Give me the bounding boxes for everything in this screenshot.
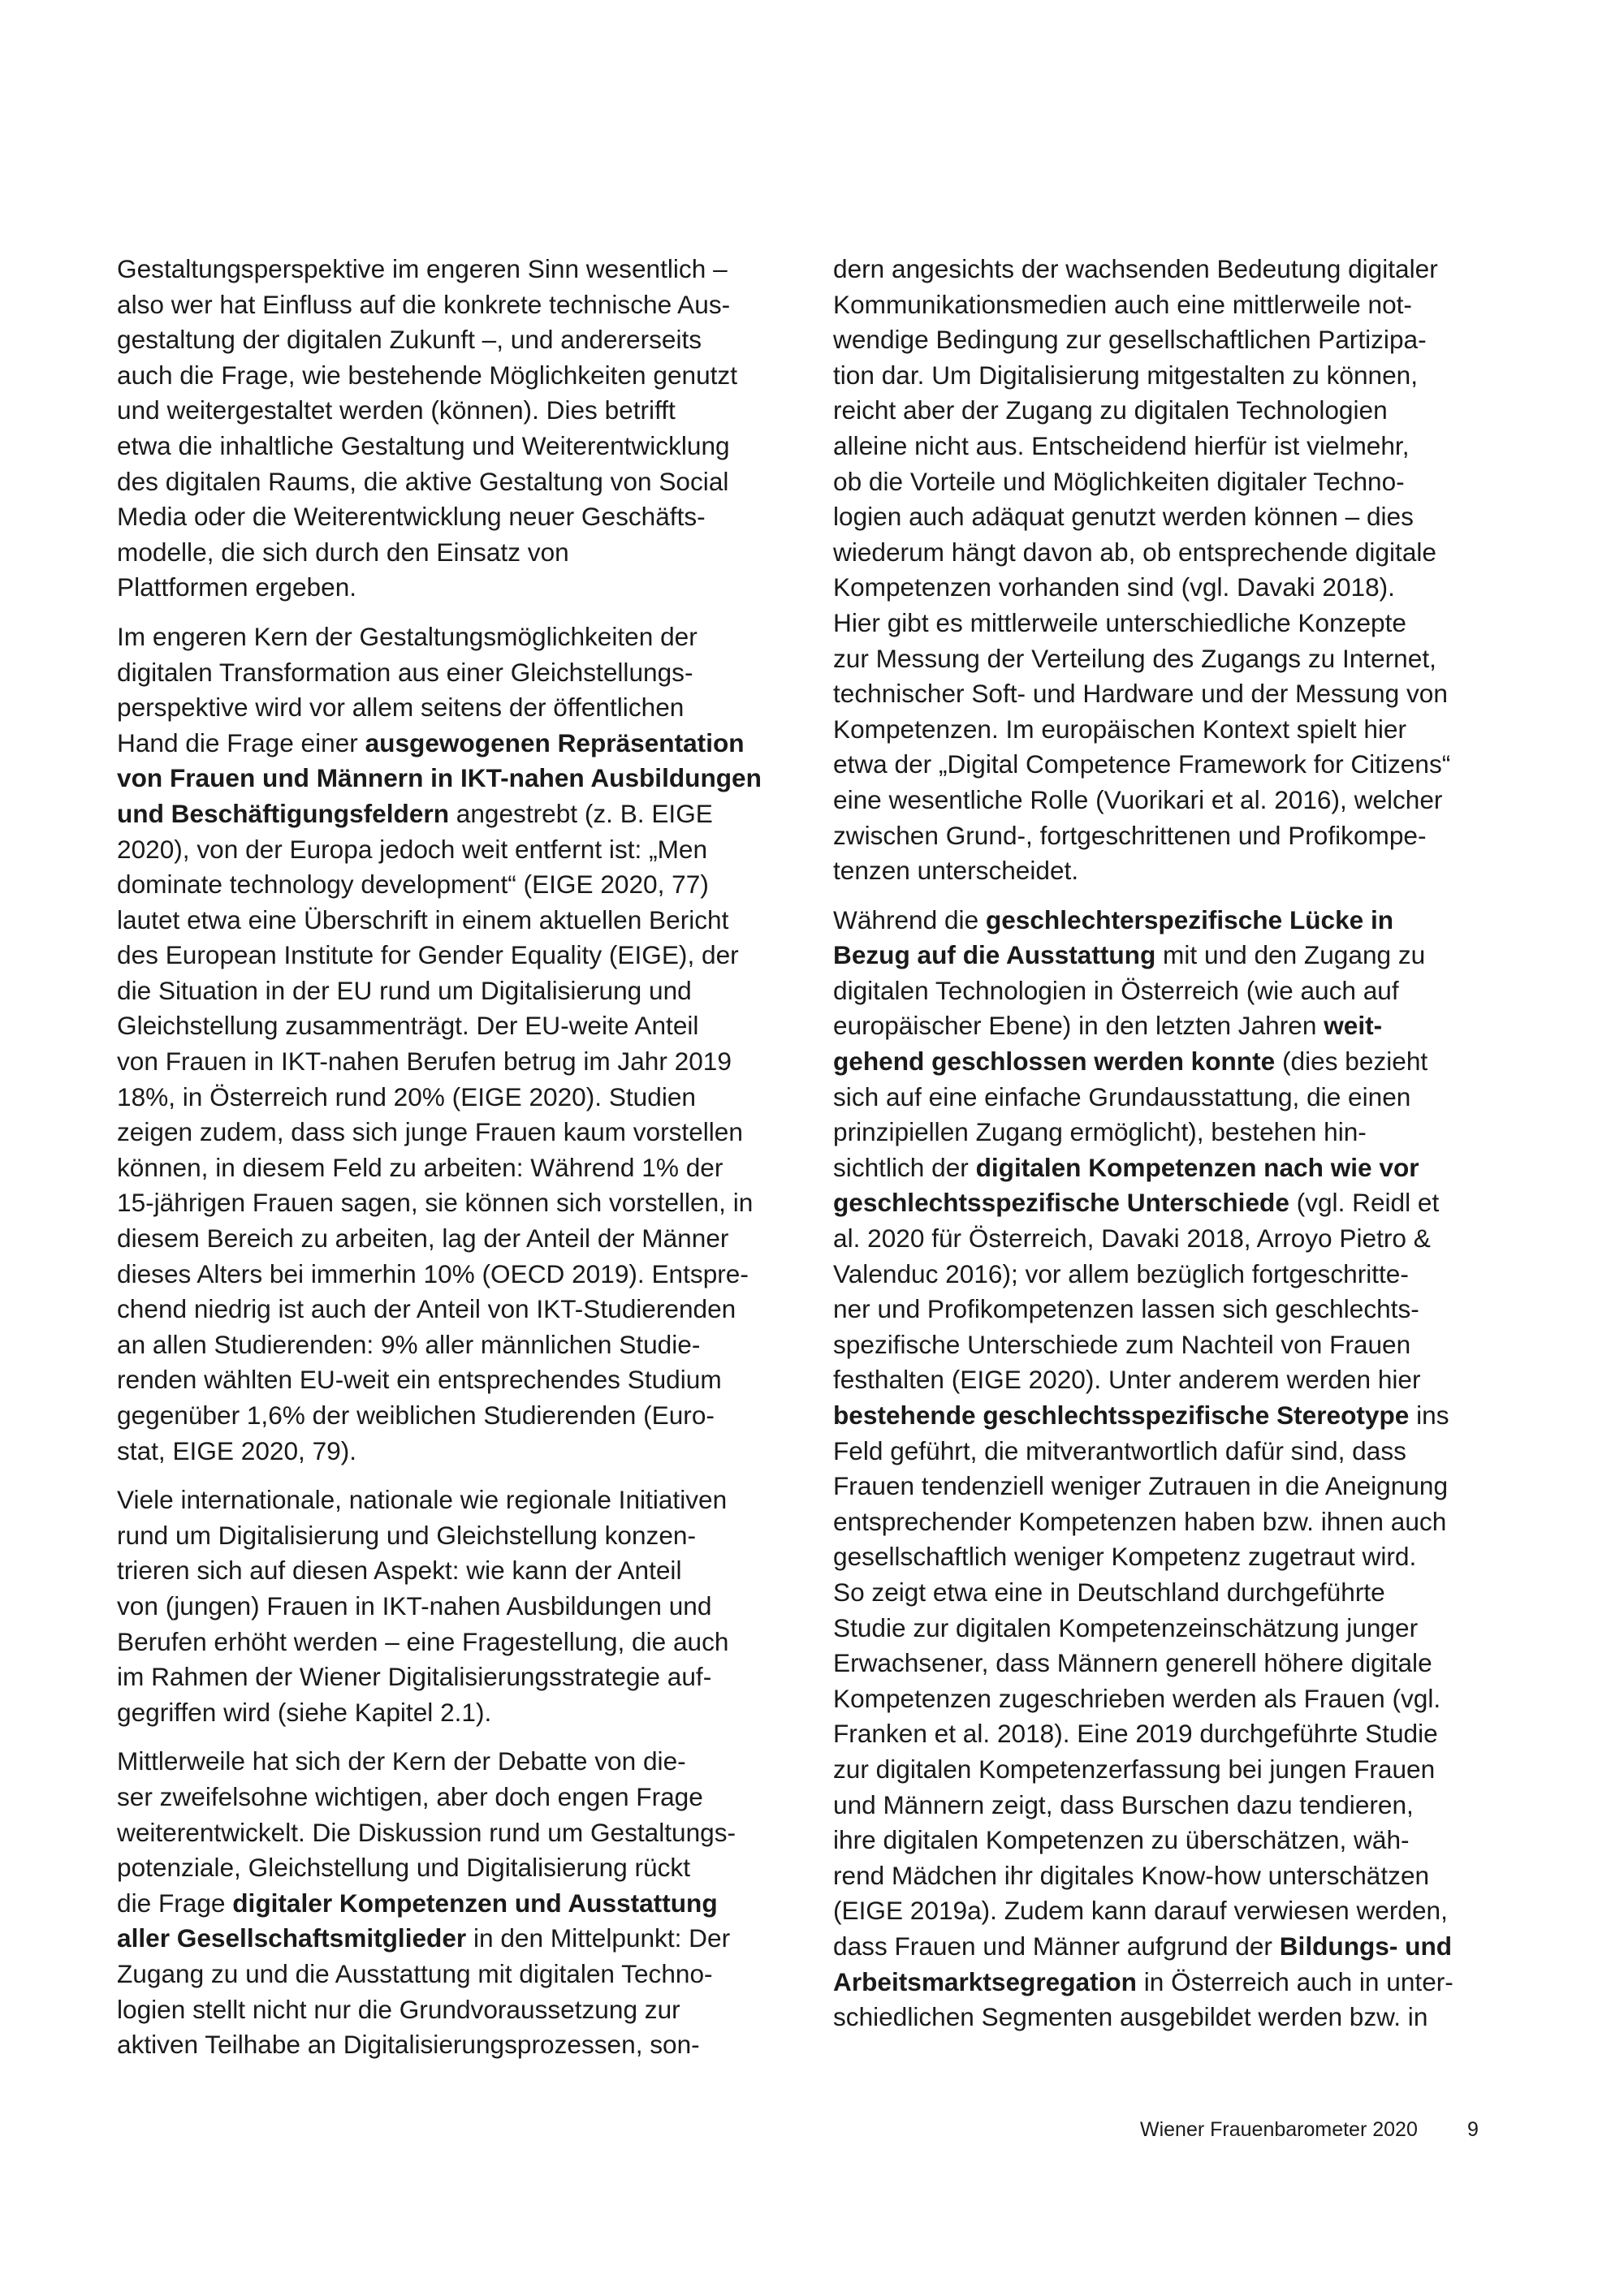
text-line — [117, 1850, 807, 1886]
text-line — [117, 499, 807, 535]
bold-text: ausgewogenen Repräsentation — [365, 727, 745, 757]
text-line — [117, 1957, 807, 1992]
text-line — [833, 783, 1523, 818]
left-text-column — [117, 252, 807, 2077]
text-run: im Rahmen der Wiener Digitalisierungsstrategie auf- — [117, 1662, 712, 1692]
text-run: Viele internationale, nationale wie regionale Initiativen — [117, 1485, 728, 1515]
right-text-column — [833, 252, 1523, 2049]
text-run: die Situation in der EU rund um Digitalisierung und — [117, 975, 692, 1005]
text-run: Media oder die Weiterentwicklung neuer Geschäfts- — [117, 502, 706, 532]
text-run: Berufen erhöht werden – eine Fragestellung, die auch — [117, 1626, 729, 1656]
text-run: digitalen Transformation aus einer Gleichstellungs- — [117, 657, 693, 687]
text-run: spezifische Unterschiede zum Nachteil von Frauen — [833, 1329, 1411, 1359]
text-run: perspektive wird vor allem seitens der öffentlichen — [117, 693, 685, 723]
text-line — [117, 1221, 807, 1257]
text-line — [117, 1589, 807, 1625]
text-run: Erwachsener, dass Männern generell höhere digitale — [833, 1648, 1432, 1678]
text-line — [833, 818, 1523, 854]
text-line — [833, 1257, 1523, 1293]
text-line — [117, 429, 807, 464]
text-line — [117, 796, 807, 832]
text-run: Kompetenzen vorhanden sind (vgl. Davaki 2018). — [833, 572, 1395, 602]
text-line — [117, 1185, 807, 1221]
text-line — [833, 1434, 1523, 1470]
text-line — [117, 761, 807, 796]
text-run: dieses Alters bei immerhin 10% (OECD 2019). Entspre- — [117, 1258, 749, 1288]
text-run: (dies bezieht — [1275, 1047, 1428, 1077]
text-line — [833, 676, 1523, 712]
bold-text: digitalen Kompetenzen nach wie vor — [975, 1152, 1419, 1182]
text-run: gegriffen wird (siehe Kapitel 2.1). — [117, 1697, 492, 1727]
text-run: ner und Profikompetenzen lassen sich geschlechts- — [833, 1294, 1419, 1324]
text-run: und weitergestaltet werden (können). Dies betrifft — [117, 395, 676, 425]
text-run: rend Mädchen ihr digitales Know-how unterschätzen — [833, 1860, 1430, 1890]
text-line — [117, 1780, 807, 1815]
text-run: gesellschaftlich weniger Kompetenz zugetraut wird. — [833, 1542, 1417, 1572]
text-run: von Frauen in IKT-nahen Berufen betrug im Jahr 2019 — [117, 1047, 732, 1077]
text-run: 2020), von der Europa jedoch weit entfernt ist: „Men — [117, 834, 708, 864]
text-run: ihre digitalen Kompetenzen zu überschätzen, wäh- — [833, 1825, 1410, 1855]
paragraph — [117, 619, 807, 1469]
text-line — [833, 464, 1523, 500]
text-line — [117, 1921, 807, 1957]
text-line — [833, 1044, 1523, 1080]
paragraph — [833, 252, 1523, 889]
text-run: sichtlich der — [833, 1152, 976, 1182]
text-run: des European Institute for Gender Equality (EIGE), der — [117, 940, 739, 970]
text-run: Franken et al. 2018). Eine 2019 durchgeführte Studie — [833, 1719, 1438, 1749]
text-run: logien auch adäquat genutzt werden können – dies — [833, 502, 1414, 532]
text-run: digitalen Technologien in Österreich (wie auch auf — [833, 975, 1399, 1005]
text-run: gegenüber 1,6% der weiblichen Studierenden (Euro- — [117, 1400, 715, 1430]
text-run: (vgl. Reidl et — [1289, 1188, 1440, 1218]
text-run: ob die Vorteile und Möglichkeiten digitaler Techno- — [833, 466, 1405, 496]
text-line — [117, 726, 807, 762]
text-line — [117, 1625, 807, 1660]
text-run: zur digitalen Kompetenzerfassung bei jungen Frauen — [833, 1754, 1436, 1784]
text-line — [833, 1575, 1523, 1611]
text-line — [833, 535, 1523, 571]
text-line — [117, 1008, 807, 1044]
paragraph — [117, 1482, 807, 1730]
text-run: logien stellt nicht nur die Grundvoraussetzung zur — [117, 1994, 680, 2024]
text-run: tion dar. Um Digitalisierung mitgestalten zu können, — [833, 360, 1419, 390]
text-line — [833, 1858, 1523, 1894]
text-run: etwa die inhaltliche Gestaltung und Weiterentwicklung — [117, 430, 730, 460]
text-line — [117, 1362, 807, 1398]
text-run: zur Messung der Verteilung des Zugangs zu Internet, — [833, 643, 1436, 673]
text-line — [833, 1893, 1523, 1929]
text-run: chend niedrig ist auch der Anteil von IKT-Studierenden — [117, 1294, 736, 1324]
text-line — [117, 1115, 807, 1150]
text-line — [117, 1482, 807, 1518]
text-line — [833, 1539, 1523, 1575]
text-line — [833, 322, 1523, 358]
text-line — [117, 322, 807, 358]
text-run: (EIGE 2019a). Zudem kann darauf verwiesen werden, — [833, 1896, 1448, 1926]
text-run: mit und den Zugang zu — [1155, 940, 1426, 970]
text-line — [117, 1992, 807, 2028]
text-line — [117, 867, 807, 903]
text-line — [833, 747, 1523, 783]
text-run: Zugang zu und die Ausstattung mit digitalen Techno- — [117, 1958, 713, 1988]
text-line — [833, 1469, 1523, 1504]
text-run: auch die Frage, wie bestehende Möglichkeiten genutzt — [117, 360, 738, 390]
text-line — [833, 712, 1523, 748]
text-line — [833, 1646, 1523, 1681]
text-line — [117, 1292, 807, 1327]
text-line — [833, 1362, 1523, 1398]
text-run: potenziale, Gleichstellung und Digitalisierung rückt — [117, 1853, 690, 1883]
text-run: festhalten (EIGE 2020). Unter anderem werden hier — [833, 1365, 1421, 1395]
text-run: al. 2020 für Österreich, Davaki 2018, Arroyo Pietro & — [833, 1224, 1431, 1254]
text-line — [117, 535, 807, 571]
text-run: alleine nicht aus. Entscheidend hierfür ist vielmehr, — [833, 430, 1410, 460]
text-run: dominate technology development“ (EIGE 2020, 77) — [117, 870, 709, 900]
text-run: etwa der „Digital Competence Framework for Citizens“ — [833, 749, 1451, 779]
text-line — [833, 499, 1523, 535]
text-run: ins — [1409, 1400, 1449, 1430]
bold-text: Arbeitsmarktsegregation — [833, 1966, 1137, 1996]
text-line — [117, 655, 807, 691]
text-run: Hand die Frage einer — [117, 727, 365, 757]
text-run: sich auf eine einfache Grundausstattung, die einen — [833, 1081, 1411, 1111]
bold-text: weit- — [1324, 1011, 1383, 1041]
text-line — [833, 606, 1523, 641]
text-line — [117, 2027, 807, 2063]
text-line — [833, 1611, 1523, 1646]
text-run: Feld geführt, die mitverantwortlich dafür sind, dass — [833, 1435, 1406, 1465]
text-line — [833, 1504, 1523, 1540]
bold-text: aller Gesellschaftsmitglieder — [117, 1923, 467, 1953]
text-run: zwischen Grund-, fortgeschrittenen und Profikompe- — [833, 820, 1427, 850]
text-run: von (jungen) Frauen in IKT-nahen Ausbildungen und — [117, 1590, 712, 1621]
text-run: Kompetenzen zugeschrieben werden als Frauen (vgl. — [833, 1683, 1441, 1713]
text-run: 15-jährigen Frauen sagen, sie können sich vorstellen, in — [117, 1188, 754, 1218]
text-run: können, in diesem Feld zu arbeiten: Während 1% der — [117, 1152, 723, 1182]
text-run: Hier gibt es mittlerweile unterschiedliche Konzepte — [833, 607, 1406, 637]
text-run: aktiven Teilhabe an Digitalisierungsprozessen, son- — [117, 2030, 700, 2060]
text-run: reicht aber der Zugang zu digitalen Technologien — [833, 395, 1388, 425]
bold-text: gehend geschlossen werden konnte — [833, 1047, 1276, 1077]
text-run: Mittlerweile hat sich der Kern der Debatte von die- — [117, 1746, 686, 1776]
text-run: Valenduc 2016); vor allem bezüglich fortgeschritte- — [833, 1258, 1409, 1288]
text-run: dern angesichts der wachsenden Bedeutung digitaler — [833, 254, 1438, 283]
text-line — [833, 393, 1523, 429]
text-line — [833, 1185, 1523, 1221]
text-run: ser zweifelsohne wichtigen, aber doch engen Frage — [117, 1781, 703, 1811]
text-run: trieren sich auf diesen Aspekt: wie kann der Anteil — [117, 1556, 682, 1586]
text-line — [117, 358, 807, 394]
text-run: prinzipiellen Zugang ermöglicht), bestehen hin- — [833, 1117, 1367, 1147]
text-run: schiedlichen Segmenten ausgebildet werden bzw. in — [833, 2002, 1428, 2032]
text-line — [117, 570, 807, 606]
text-run: modelle, die sich durch den Einsatz von — [117, 537, 569, 567]
bold-text: Bezug auf die Ausstattung — [833, 940, 1156, 970]
text-run: Studie zur digitalen Kompetenzeinschätzung junger — [833, 1612, 1419, 1642]
text-run: wendige Bedingung zur gesellschaftlichen Partizipa- — [833, 325, 1427, 355]
text-line — [117, 1398, 807, 1434]
text-run: Frauen tendenziell weniger Zutrauen in die Aneignung — [833, 1471, 1449, 1501]
text-line — [833, 2000, 1523, 2035]
text-line — [833, 853, 1523, 889]
paragraph — [833, 903, 1523, 2035]
text-run: So zeigt etwa eine in Deutschland durchgeführte — [833, 1577, 1385, 1607]
text-run: eine wesentliche Rolle (Vuorikari et al. 2016), welcher — [833, 784, 1443, 814]
text-line — [833, 1965, 1523, 2000]
text-run: Im engeren Kern der Gestaltungsmöglichkeiten der — [117, 621, 698, 651]
text-line — [117, 1434, 807, 1470]
text-line — [117, 464, 807, 500]
text-line — [833, 1929, 1523, 1965]
text-line — [833, 641, 1523, 677]
paragraph — [117, 1744, 807, 2062]
text-line — [117, 287, 807, 323]
paragraph — [117, 252, 807, 606]
text-line — [833, 287, 1523, 323]
text-line — [833, 1788, 1523, 1823]
text-line — [833, 1292, 1523, 1327]
text-run: weiterentwickelt. Die Diskussion rund um Gestaltungs- — [117, 1817, 736, 1847]
text-run: Plattformen ergeben. — [117, 572, 357, 602]
bold-text: von Frauen und Männern in IKT-nahen Ausbildungen — [117, 763, 762, 793]
text-line — [117, 1044, 807, 1080]
bold-text: geschlechtsspezifische Unterschiede — [833, 1188, 1289, 1218]
text-run: diesem Bereich zu arbeiten, lag der Anteil der Männer — [117, 1224, 729, 1254]
text-line — [117, 1815, 807, 1851]
text-line — [833, 1398, 1523, 1434]
text-line — [833, 1716, 1523, 1752]
text-line — [117, 690, 807, 726]
footer-title: Wiener Frauenbarometer 2020 — [1140, 2118, 1418, 2141]
text-run: und Männern zeigt, dass Burschen dazu tendieren, — [833, 1789, 1414, 1819]
text-run: europäischer Ebene) in den letzten Jahren — [833, 1011, 1324, 1041]
text-line — [117, 903, 807, 939]
text-line — [833, 570, 1523, 606]
text-line — [117, 1150, 807, 1186]
text-run: dass Frauen und Männer aufgrund der — [833, 1931, 1280, 1961]
text-line — [833, 1221, 1523, 1257]
text-line — [117, 1553, 807, 1589]
text-line — [117, 1744, 807, 1780]
bold-text: Bildungs- und — [1279, 1931, 1453, 1961]
text-run: 18%, in Österreich rund 20% (EIGE 2020). Studien — [117, 1081, 696, 1111]
text-line — [833, 1823, 1523, 1858]
bold-text: geschlechterspezifische Lücke in — [985, 904, 1394, 934]
text-line — [833, 973, 1523, 1009]
text-line — [117, 1886, 807, 1922]
text-line — [833, 358, 1523, 394]
text-run: die Frage — [117, 1888, 233, 1918]
text-line — [833, 252, 1523, 287]
text-line — [833, 1681, 1523, 1717]
text-run: renden wählten EU-weit ein entsprechendes Studium — [117, 1365, 722, 1395]
text-line — [117, 832, 807, 868]
bold-text: und Beschäftigungsfeldern — [117, 798, 449, 828]
bold-text: digitaler Kompetenzen und Ausstattung — [232, 1888, 718, 1918]
text-line — [117, 1327, 807, 1363]
text-run: in Österreich auch in unter- — [1136, 1966, 1453, 1996]
text-run: technischer Soft- und Hardware und der Messung von — [833, 679, 1448, 709]
text-run: tenzen unterscheidet. — [833, 856, 1079, 886]
text-line — [833, 1327, 1523, 1363]
text-run: Während die — [833, 904, 986, 934]
text-line — [833, 903, 1523, 939]
text-line — [117, 252, 807, 287]
text-line — [833, 1150, 1523, 1186]
text-run: an allen Studierenden: 9% aller männlichen Studie- — [117, 1329, 701, 1359]
text-line — [833, 1115, 1523, 1150]
text-run: des digitalen Raums, die aktive Gestaltung von Social — [117, 466, 729, 496]
page-number: 9 — [1467, 2118, 1479, 2141]
text-line — [833, 938, 1523, 973]
text-line — [117, 1518, 807, 1554]
text-line — [117, 938, 807, 973]
text-line — [117, 1695, 807, 1731]
text-line — [117, 1080, 807, 1116]
text-line — [117, 973, 807, 1009]
text-run: zeigen zudem, dass sich junge Frauen kaum vorstellen — [117, 1117, 743, 1147]
text-line — [833, 429, 1523, 464]
text-line — [117, 619, 807, 655]
text-line — [117, 1659, 807, 1695]
text-run: stat, EIGE 2020, 79). — [117, 1435, 357, 1465]
text-run: wiederum hängt davon ab, ob entsprechende digitale — [833, 537, 1436, 567]
text-line — [833, 1008, 1523, 1044]
bold-text: bestehende geschlechtsspezifische Stereotype — [833, 1400, 1410, 1430]
text-run: angestrebt (z. B. EIGE — [449, 798, 713, 828]
text-run: in den Mittelpunkt: Der — [466, 1923, 731, 1953]
text-line — [833, 1752, 1523, 1788]
text-run: gestaltung der digitalen Zukunft –, und andererseits — [117, 325, 702, 355]
text-run: entsprechender Kompetenzen haben bzw. ihnen auch — [833, 1506, 1447, 1536]
text-run: Gleichstellung zusammenträgt. Der EU-weite Anteil — [117, 1011, 699, 1041]
text-run: also wer hat Einfluss auf die konkrete technische Aus- — [117, 289, 731, 319]
text-run: lautet etwa eine Überschrift in einem aktuellen Bericht — [117, 904, 729, 934]
text-run: rund um Digitalisierung und Gleichstellung konzen- — [117, 1520, 697, 1550]
text-line — [117, 393, 807, 429]
text-run: Gestaltungsperspektive im engeren Sinn wesentlich – — [117, 254, 728, 283]
text-run: Kompetenzen. Im europäischen Kontext spielt hier — [833, 714, 1406, 744]
text-run: Kommunikationsmedien auch eine mittlerweile not- — [833, 289, 1412, 319]
text-line — [833, 1080, 1523, 1116]
text-line — [117, 1257, 807, 1293]
